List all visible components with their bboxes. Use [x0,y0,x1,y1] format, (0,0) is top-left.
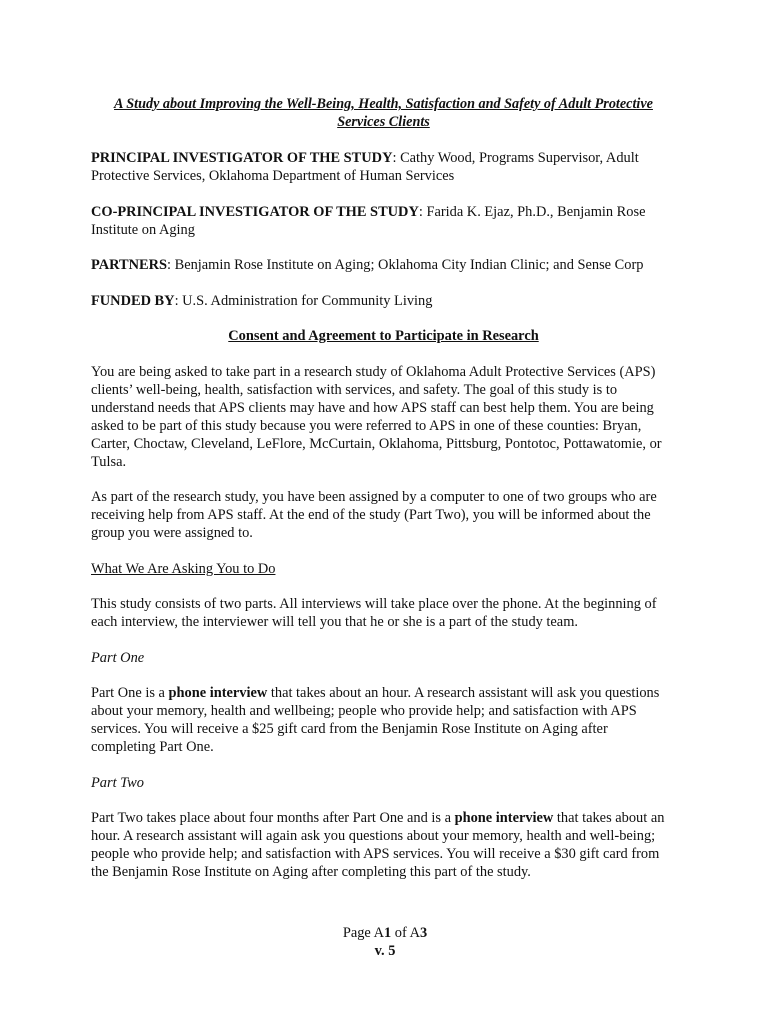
part-one-heading: Part One [91,649,145,666]
parts-paragraph: This study consists of two parts. All interviews will take place over the phone. At the beginning of each interview, the interviewer will tell you that he or she is a part of the study team. [91,596,657,630]
title-line-2: Services Clients [337,114,430,130]
document-title [91,95,676,131]
part-two-heading: Part Two [91,774,144,791]
title-line-1: A Study about Improving the Well-Being, Health, Satisfaction and Safety of Adult Protective [114,96,653,112]
page-footer [0,924,770,960]
asking-heading: What We Are Asking You to Do [91,560,276,577]
principal-investigator-value: : Cathy Wood, Programs Supervisor, Adult Protective Services, Oklahoma Department of Human Services [91,150,639,184]
partners-label: PARTNERS [91,257,167,273]
part-one-bold: phone interview [168,685,268,701]
page-mid: of A [391,925,420,941]
part-two-bold: phone interview [454,810,554,826]
co-principal-investigator [91,203,676,239]
co-principal-investigator-value: : Farida K. Ejaz, Ph.D., Benjamin Rose Institute on Aging [91,203,646,238]
document-page [91,95,676,899]
page-prefix: Page A [342,925,384,941]
co-principal-investigator-label: CO-PRINCIPAL INVESTIGATOR OF THE STUDY [91,203,419,220]
version-label: v. 5 [374,943,396,959]
consent-heading: Consent and Agreement to Participate in Research [228,328,539,344]
funded-by-label: FUNDED BY [91,292,175,309]
part-one-text-before: Part One is a [91,685,169,701]
page-total: 3 [419,925,428,941]
funded-by-value: : U.S. Administration for Community Living [174,292,433,309]
page-number [343,925,427,941]
partners-value: : Benjamin Rose Institute on Aging; Oklahoma City Indian Clinic; and Sense Corp [167,257,644,273]
part-one-text-after: that takes about an hour. A research assistant will ask you questions about your memory, health and wellbeing; people who provide help; and satisfaction with APS services. You will receive a $25 gift card from the Benjamin Rose Institute on Aging after completing Part One. [91,685,660,755]
page-current: 1 [383,925,392,941]
part-one-paragraph [91,684,676,756]
part-two-text-after: that takes about an hour. A research assistant will again ask you questions about your memory, health and well-being; people who provide help; and satisfaction with APS services. You will receive a $30 gift card from the Benjamin Rose Institute on Aging after completing this part of the study. [91,810,665,880]
principal-investigator [91,149,676,185]
intro-paragraph: You are being asked to take part in a research study of Oklahoma Adult Protective Services (APS) clients’ well-being, health, satisfaction with services, and safety. The goal of this study is to understand needs that APS clients may have and how APS staff can best help them. You are being asked to be part of this study because you were referred to APS in one of these counties: Bryan, Carter, Choctaw, Cleveland, LeFlore, McCurtain, Oklahoma, Pittsburg, Pontotoc, Pottawatomie, or Tulsa. [91,363,662,470]
funded-by [91,292,676,310]
part-two-paragraph [91,809,676,881]
assignment-paragraph: As part of the research study, you have been assigned by a computer to one of two groups who are receiving help from APS staff. At the end of the study (Part Two), you will be informed about the group you were assigned to. [91,489,657,541]
part-two-text-before: Part Two takes place about four months after Part One and is a [91,810,455,826]
principal-investigator-label: PRINCIPAL INVESTIGATOR OF THE STUDY [91,150,393,166]
partners [91,256,676,274]
